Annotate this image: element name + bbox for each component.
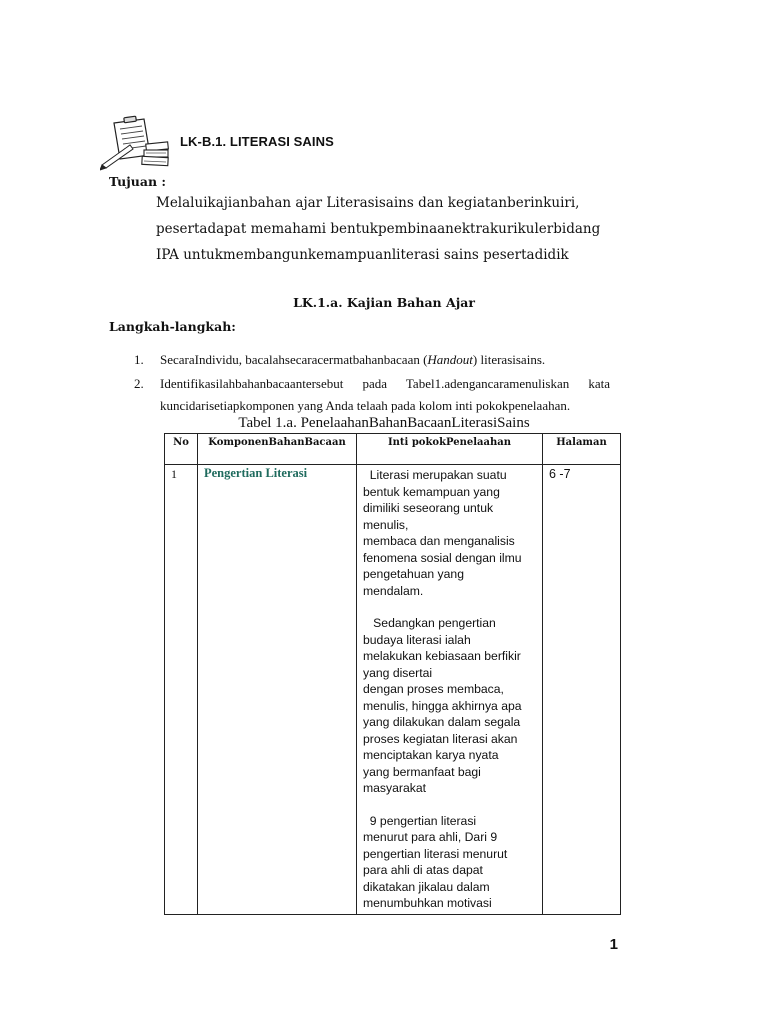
tujuan-line: IPA untukmembangunkemampuanliterasi sains pesertadidik — [156, 247, 569, 263]
inti-line: menulis, — [363, 517, 409, 532]
tujuan-line: pesertadapat memahami bentukpembinaanektrakurikulerbidang — [156, 221, 601, 237]
inti-line: 9 pengertian literasi — [363, 813, 477, 828]
step-number: 2. — [134, 376, 144, 391]
inti-paragraph — [363, 813, 536, 912]
inti-paragraph — [363, 615, 536, 797]
cell-inti — [357, 465, 543, 915]
inti-line: menulis, hingga akhirnya apa — [363, 698, 522, 713]
table-caption: Tabel 1.a. PenelaahanBahanBacaanLiterasiSains — [238, 415, 530, 431]
inti-line: menciptakan karya nyata — [363, 748, 499, 762]
header-no: No — [165, 434, 198, 465]
step-text: ) literasisains. — [472, 352, 546, 367]
clipboard-with-books-icon — [100, 115, 170, 171]
inti-line: dimiliki seseorang untuk — [363, 501, 494, 515]
inti-line: masyarakat — [363, 781, 426, 795]
inti-line: membaca dan menganalisis — [363, 534, 515, 548]
inti-line: melakukan kebiasaan berfikir — [363, 649, 521, 663]
step-number: 1. — [134, 352, 144, 367]
tujuan-text — [156, 190, 626, 268]
table-row — [165, 465, 621, 915]
tujuan-label: Tujuan : — [109, 174, 167, 189]
inti-paragraph — [363, 467, 536, 599]
inti-line: bentuk kemampuan yang — [363, 484, 500, 499]
inti-line: pengetahuan yang — [363, 567, 464, 581]
inti-line: proses kegiatan literasi akan — [363, 731, 518, 746]
steps-list — [134, 349, 610, 419]
inti-line: yang disertai — [363, 665, 433, 680]
inti-line: yang dilakukan dalam segala — [363, 715, 521, 729]
cell-komponen: Pengertian Literasi — [198, 465, 357, 915]
langkah-label: Langkah-langkah: — [109, 319, 236, 334]
header-inti: Inti pokokPenelaahan — [357, 434, 543, 465]
page-number: 1 — [609, 936, 618, 953]
inti-line: dengan proses membaca, — [363, 682, 504, 696]
section-title: LK.1.a. Kajian Bahan Ajar — [293, 295, 475, 310]
inti-line: menurut para ahli, Dari 9 — [363, 830, 498, 844]
table-header-row — [165, 434, 621, 465]
inti-line: para ahli di atas dapat — [363, 863, 483, 877]
step-emphasis: Handout — [427, 352, 473, 367]
header-halaman: Halaman — [543, 434, 621, 465]
step-item — [134, 373, 610, 417]
inti-line: pengertian literasi menurut — [363, 846, 508, 861]
inti-line: menumbuhkan motivasi — [363, 896, 492, 910]
review-table — [164, 433, 621, 915]
inti-line: budaya literasi ialah — [363, 632, 471, 647]
step-text: SecaraIndividu, bacalahsecaracermatbahanbacaan ( — [160, 352, 428, 367]
inti-line: Sedangkan pengertian — [363, 616, 496, 630]
tujuan-line: Melaluikajianbahan ajar Literasisains dan kegiatanberinkuiri, — [156, 195, 580, 211]
inti-line: dikatakan jikalau dalam — [363, 879, 490, 894]
header-komponen: KomponenBahanBacaan — [198, 434, 357, 465]
step-item — [134, 349, 610, 371]
inti-line: Literasi merupakan suatu — [363, 468, 507, 482]
inti-line: mendalam. — [363, 583, 424, 598]
cell-halaman: 6 -7 — [543, 465, 621, 915]
inti-line: fenomena sosial dengan ilmu — [363, 550, 522, 565]
cell-no: 1 — [165, 465, 198, 915]
worksheet-title: LK-B.1. LITERASI SAINS — [180, 134, 334, 149]
step-text: Identifikasilahbahanbacaantersebut pada Tabel1.adengancaramenuliskan kata kuncidarisetiapkomponen yang Anda telaah pada kolom inti pokokpenelaahan. — [160, 376, 610, 413]
inti-line: yang bermanfaat bagi — [363, 764, 481, 779]
